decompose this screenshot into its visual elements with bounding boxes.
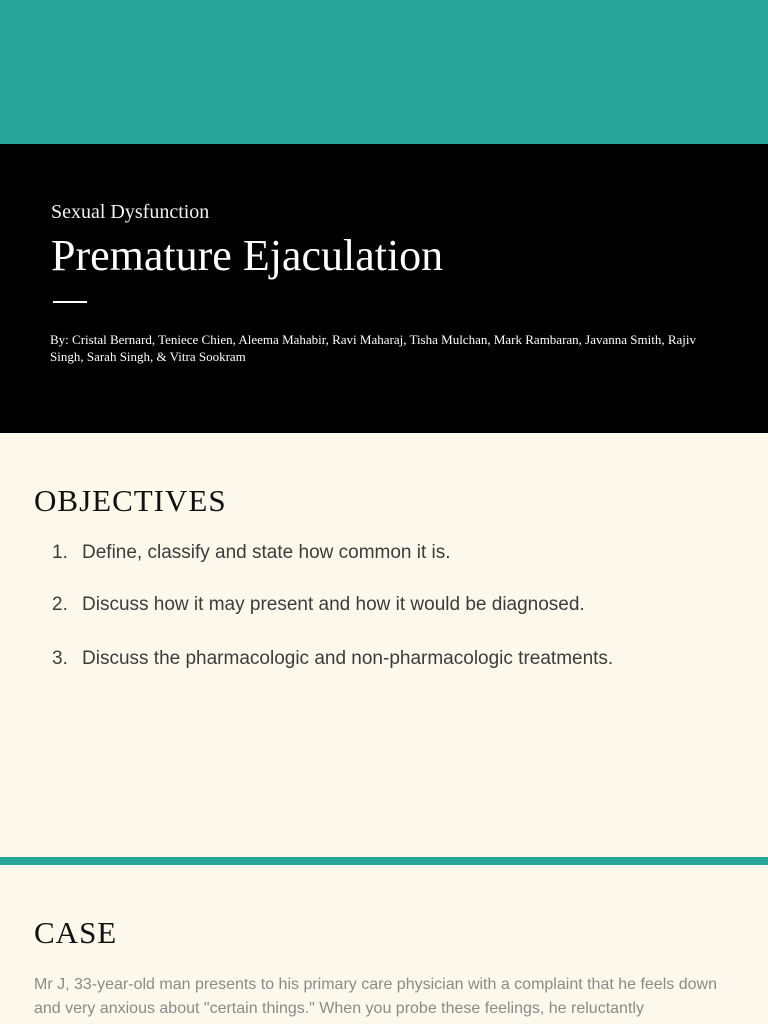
objective-number: 1. — [52, 542, 68, 563]
objective-text: Discuss how it may present and how it would be diagnosed. — [82, 594, 585, 615]
objective-number: 3. — [52, 648, 68, 669]
case-heading: CASE — [34, 915, 118, 950]
slide-subtitle: Sexual Dysfunction — [51, 201, 210, 223]
slide-title: Premature Ejaculation — [51, 231, 444, 280]
case-slide — [0, 865, 768, 1024]
authors-line: By: Cristal Bernard, Teniece Chien, Aleema Mahabir, Ravi Maharaj, Tisha Mulchan, Mark Rambaran, Javanna Smith, Rajiv Singh, Sarah Singh, & Vitra Sookram — [50, 332, 697, 364]
objective-item — [52, 541, 451, 565]
objective-text: Discuss the pharmacologic and non-pharmacologic treatments. — [82, 648, 614, 669]
objective-item — [52, 593, 585, 617]
objective-item — [52, 647, 613, 671]
slide-divider — [0, 857, 768, 865]
objectives-heading: OBJECTIVES — [34, 483, 227, 518]
objective-text: Define, classify and state how common it is. — [82, 542, 451, 563]
case-text: Mr J, 33-year-old man presents to his primary care physician with a complaint that he feels down and very anxious about "certain things." When you probe these feelings, he reluctantly — [34, 976, 717, 1017]
objective-number: 2. — [52, 594, 68, 615]
title-underline — [53, 301, 87, 303]
objectives-slide — [0, 433, 768, 857]
title-slide — [0, 144, 768, 433]
top-accent-band — [0, 0, 768, 144]
